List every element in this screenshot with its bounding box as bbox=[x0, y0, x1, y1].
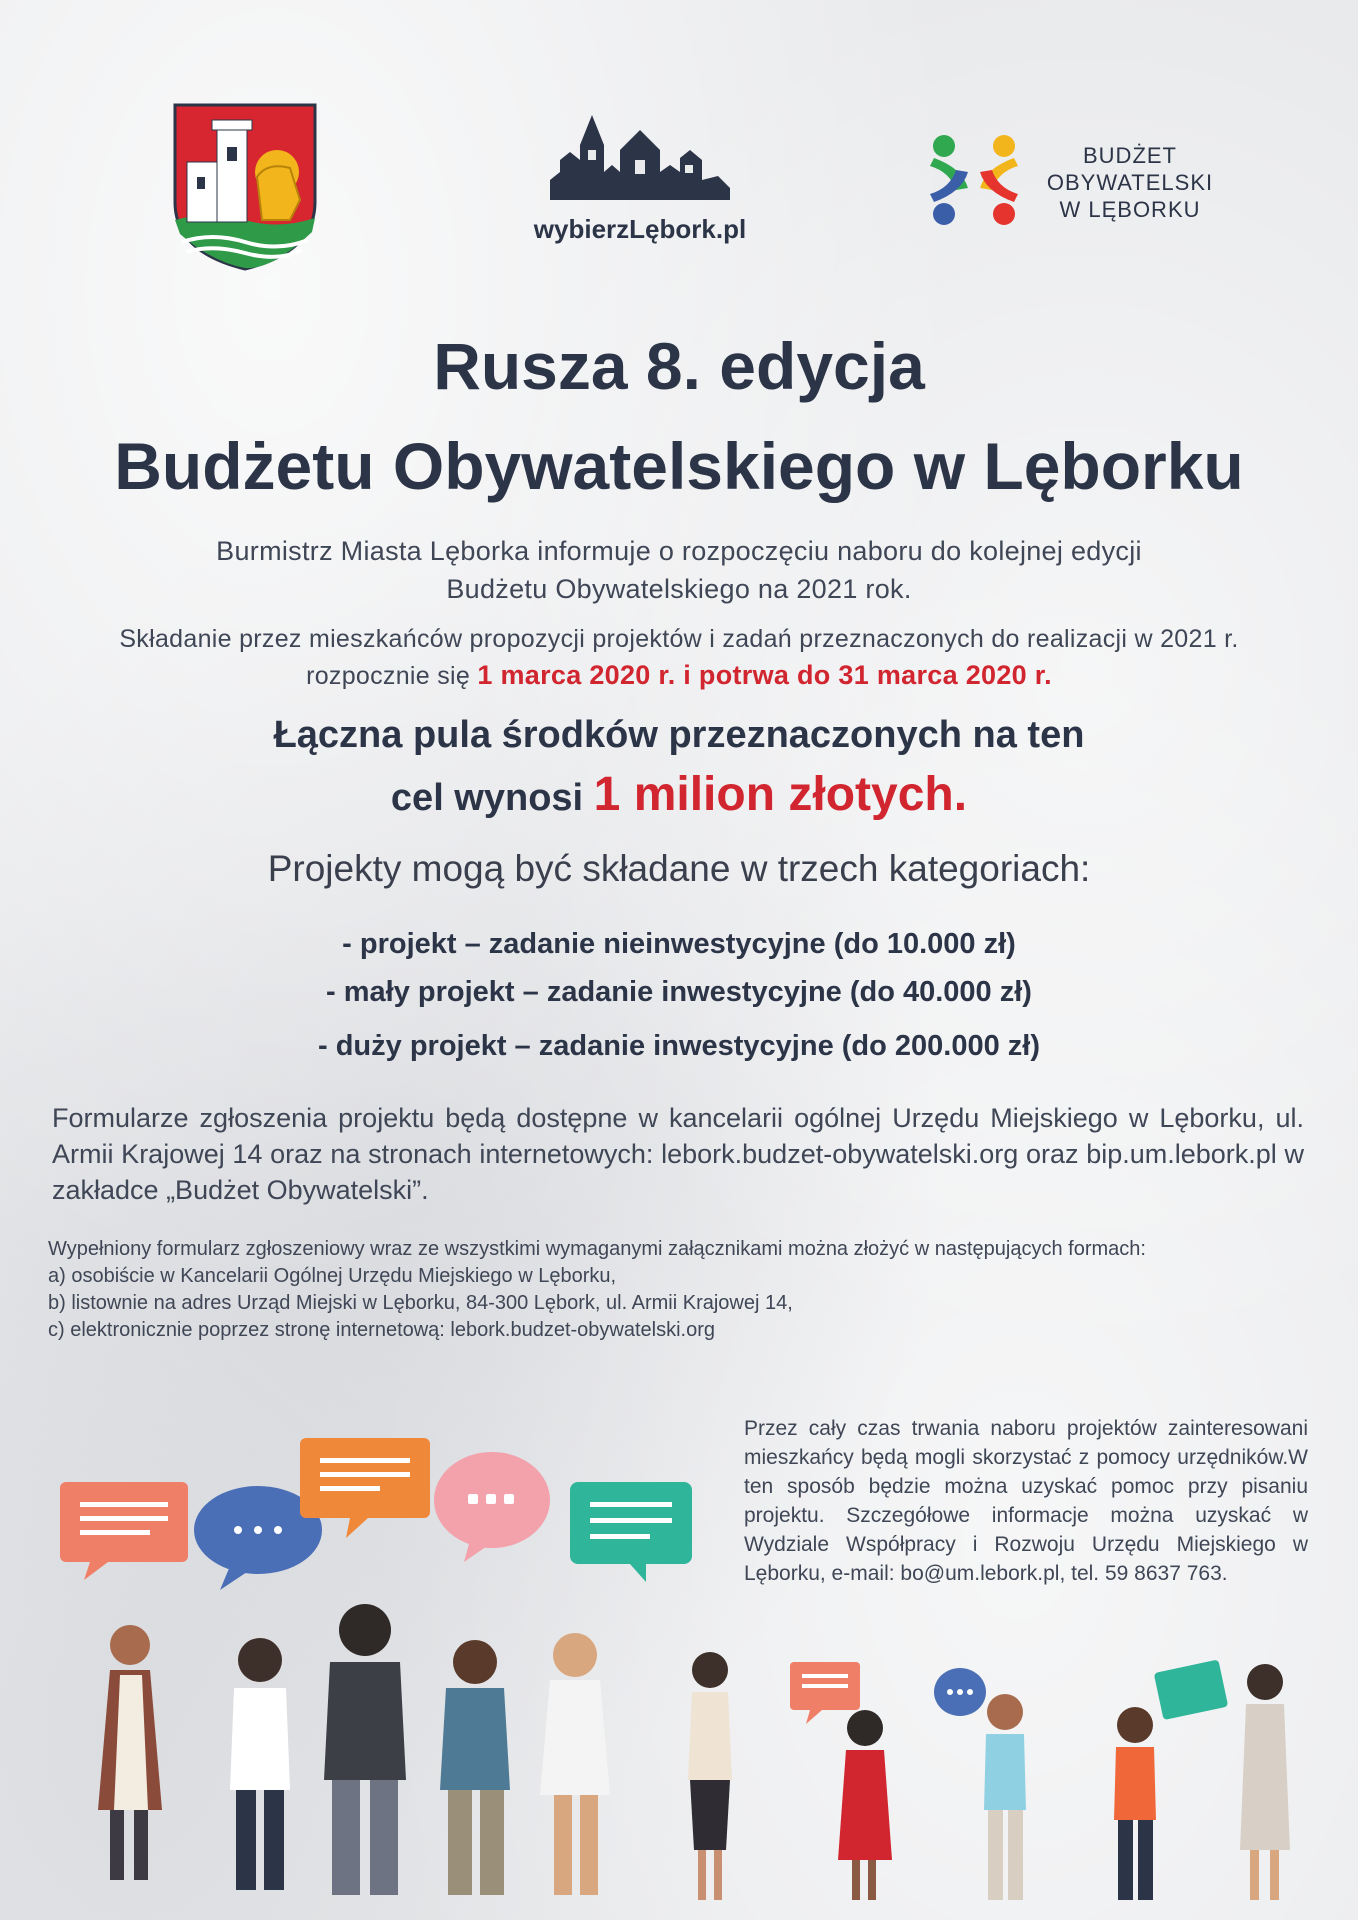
forms-info: Formularze zgłoszenia projektu będą dostępne w kancelarii ogólnej Urzędu Miejskiego w Lęborku, ul. Armii Krajowej 14 oraz na stronach internetowych: lebork.budzet-obywatelski.org oraz bip.um.lebork.pl w zakładce „Budżet Obywatelski”. bbox=[52, 1103, 1304, 1205]
person-figure bbox=[1240, 1664, 1290, 1900]
person-figure bbox=[324, 1604, 406, 1895]
intro-line-3: Składanie przez mieszkańców propozycji projektów i zadań przeznaczonych do realizacji w 2021 r. bbox=[119, 625, 1239, 653]
category-item: - projekt – zadanie nieinwestycyjne (do 10.000 zł) bbox=[342, 928, 1016, 960]
budzet-obywatelski-logo-text bbox=[1030, 142, 1230, 223]
speech-bubble-icon bbox=[570, 1482, 692, 1582]
person-figure bbox=[98, 1625, 162, 1880]
pool-amount: 1 milion złotych. bbox=[593, 768, 968, 821]
pool-line-1: Łączna pula środków przeznaczonych na ten bbox=[273, 714, 1085, 756]
person-figure bbox=[688, 1652, 732, 1900]
help-info: Przez cały czas trwania naboru projektów zainteresowani mieszkańcy będą mogli skorzystać z pomocy urzędników.W ten sposób będzie można uzyskać pomoc przy pisaniu projektu. Szczegółowe informacje można uzyskać w Wydziale Współpracy i Rozwoju Urzędu Miejskiego w Lęborku, e-mail: bo@um.lebork.pl, tel. 59 8637 763. bbox=[744, 1417, 1308, 1585]
category-item: - duży projekt – zadanie inwestycyjne (do 200.000 zł) bbox=[317, 1030, 1040, 1062]
title-line-2: Budżetu Obywatelskiego w Lęborku bbox=[114, 429, 1244, 503]
wybierz-lebork-text: wybierzLębork.pl bbox=[533, 214, 747, 244]
budzet-obywatelski-logo-icon bbox=[922, 128, 1026, 232]
speech-bubble-icon bbox=[1154, 1659, 1229, 1720]
submission-block bbox=[48, 1236, 1308, 1344]
speech-bubble-icon bbox=[434, 1452, 550, 1562]
submission-option: b) listownie na adres Urząd Miejski w Lęborku, 84-300 Lębork, ul. Armii Krajowej 14, bbox=[48, 1292, 793, 1314]
person-figure bbox=[440, 1640, 510, 1895]
speech-bubble-icon bbox=[60, 1482, 188, 1580]
intro-start-text: rozpocznie się bbox=[306, 662, 478, 690]
submission-option: c) elektronicznie poprzez stronę internetową: lebork.budzet-obywatelski.org bbox=[48, 1319, 716, 1341]
categories-heading: Projekty mogą być składane w trzech kategoriach: bbox=[267, 848, 1091, 889]
category-item: - mały projekt – zadanie inwestycyjne (do 40.000 zł) bbox=[326, 976, 1032, 1008]
wybierz-lebork-logo bbox=[540, 110, 740, 215]
logo-line-2: OBYWATELSKI bbox=[1046, 170, 1214, 195]
logo-line-1: BUDŻET bbox=[1083, 143, 1177, 168]
speech-bubble-icon bbox=[934, 1668, 986, 1716]
person-figure bbox=[540, 1633, 610, 1895]
intro-line-1: Burmistrz Miasta Lęborka informuje o rozpoczęciu naboru do kolejnej edycji bbox=[216, 536, 1142, 566]
submission-intro: Wypełniony formularz zgłoszeniowy wraz ze wszystkimi wymaganymi załącznikami można złożyć w następujących formach: bbox=[48, 1238, 1146, 1260]
logo-line-3: W LĘBORKU bbox=[1059, 197, 1201, 222]
person-figure bbox=[838, 1710, 892, 1900]
title-line-1: Rusza 8. edycja bbox=[433, 329, 925, 403]
person-figure bbox=[230, 1638, 290, 1890]
pool-prefix: cel wynosi bbox=[390, 777, 594, 819]
intro-line-2: Budżetu Obywatelskiego na 2021 rok. bbox=[446, 574, 912, 604]
intro-dates: 1 marca 2020 r. i potrwa do 31 marca 2020 r. bbox=[477, 660, 1052, 690]
lebork-coat-of-arms bbox=[172, 102, 318, 272]
pool-line-2 bbox=[0, 764, 1358, 829]
crowd-illustration-right bbox=[670, 1650, 1320, 1910]
person-figure bbox=[984, 1694, 1026, 1900]
crowd-illustration-left bbox=[50, 1430, 700, 1900]
person-figure bbox=[1114, 1707, 1156, 1900]
speech-bubble-icon bbox=[790, 1662, 860, 1724]
intro-line-4 bbox=[100, 658, 1258, 693]
submission-option: a) osobiście w Kancelarii Ogólnej Urzędu Miejskiego w Lęborku, bbox=[48, 1265, 617, 1287]
